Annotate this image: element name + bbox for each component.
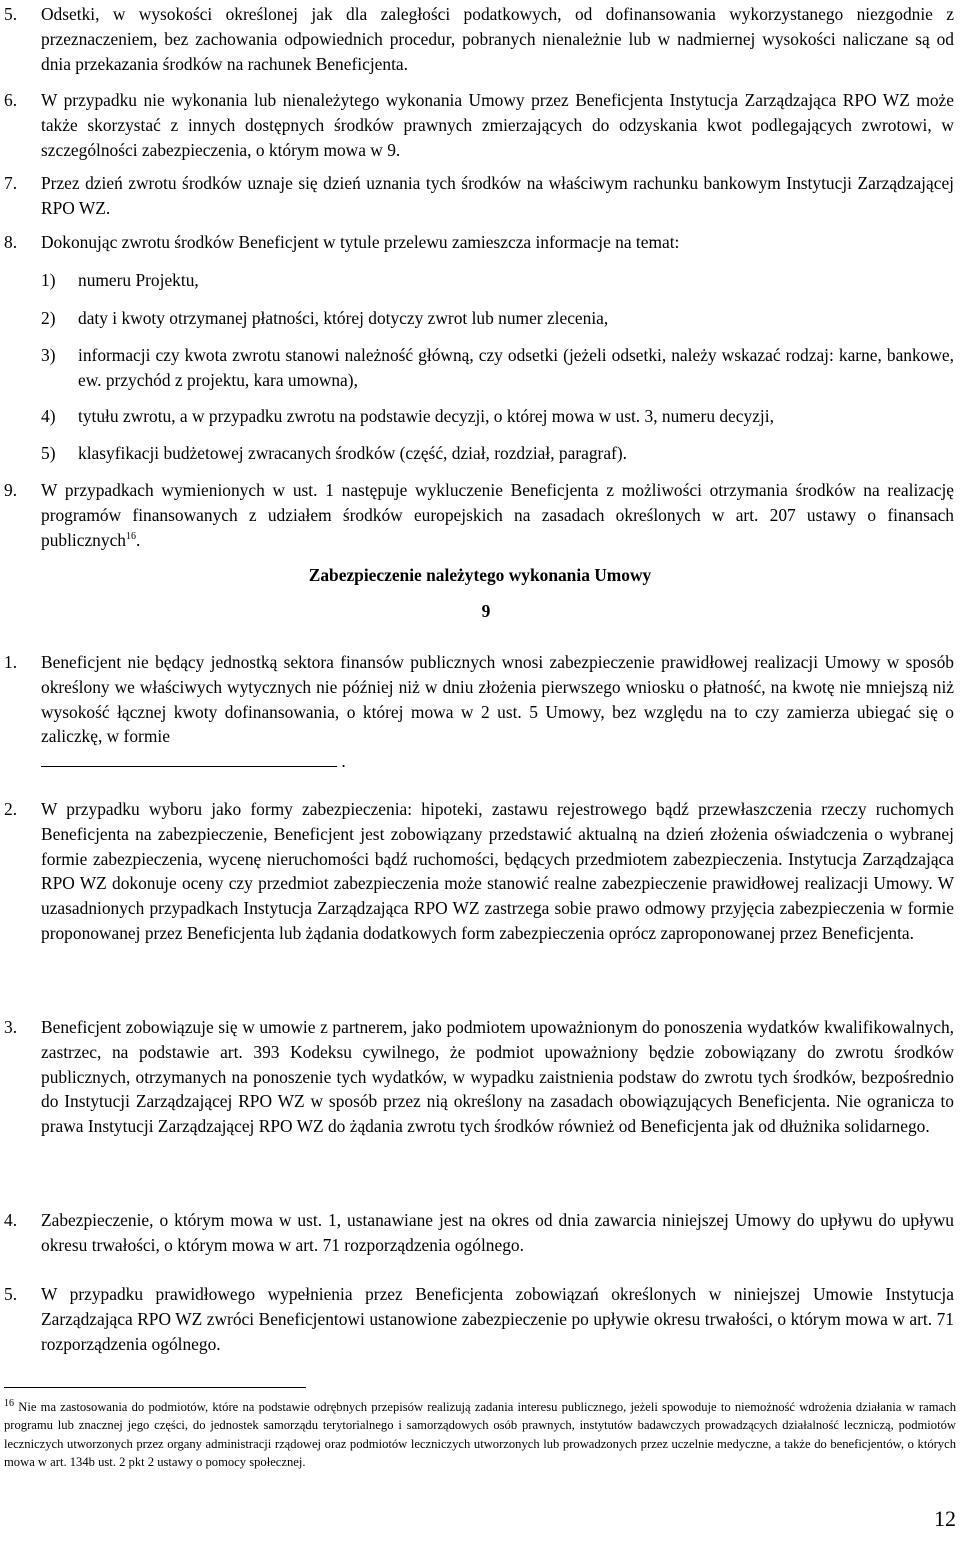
item-text: Przez dzień zwrotu środków uznaje się dzień uznania tych środków na właściwym rachunku bankowym Instytucji Zarządzającej RPO WZ. [41,173,954,218]
item-number: 5. [4,1284,18,1304]
footnote-separator [4,1387,306,1388]
item-text: W przypadku nie wykonania lub nienależytego wykonania Umowy przez Beneficjenta Instytucja Zarządzająca RPO WZ może także skorzystać z innych dostępnych środków prawnych zmierzających do odzyskania kwot podlegających zwrotowi, w szczególności zabezpieczenia, o którym mowa w 9. [41,90,954,160]
paragraph-number: 9 [481,601,491,621]
item-number: 1. [4,652,18,672]
item-number: 5. [4,4,18,24]
item-text [41,650,954,774]
item-text-body: W przypadkach wymienionych w ust. 1 następuje wykluczenie Beneficjenta z możliwości otrzymania środków na realizację programów finansowanych z udziałem środków europejskich na zasadach określonych w art. 207 ustawy o finansach publicznych [41,480,954,550]
blank-fill-line [41,752,337,767]
item-text: Zabezpieczenie, o którym mowa w ust. 1, ustanawiane jest na okres od dnia zawarcia niniejszej Umowy do upływu do upływu okresu trwałości, o którym mowa w art. 71 rozporządzenia ogólnego. [41,1210,954,1255]
sub-item-4 [41,404,954,429]
list-item-6 [4,88,954,162]
page-number: 12 [934,1506,956,1531]
sub-item-text: daty i kwoty otrzymanej płatności, której dotyczy zwrot lub numer zlecenia, [78,308,609,328]
item-number: 6. [4,90,18,110]
item-number: 9. [4,480,18,500]
section-item-1 [4,650,954,774]
item-text: W przypadku wyboru jako formy zabezpieczenia: hipoteki, zastawu rejestrowego bądź przewłaszczenia rzeczy ruchomych Beneficjenta na zabezpieczenie, Beneficjent jest zobowiązany przedstawić aktualną na dzień złożenia oświadczenia o wybranej formie zabezpieczenia, wycenę nieruchomości bądź ruchomości, będących przedmiotem zabezpieczenia. Instytucja Zarządzająca RPO WZ dokonuje oceny czy przedmiot zabezpieczenia może stanowić realne zabezpieczenie prawidłowej realizacji Umowy. W uzasadnionych przypadkach Instytucja Zarządzająca RPO WZ zastrzega sobie prawo odmowy przyjęcia zabezpieczenia w formie proponowanej przez Beneficjenta lub żądania dodatkowych form zabezpieczenia oprócz zaproponowanej przez Beneficjenta. [41,799,954,943]
sub-item-5 [41,441,954,466]
item-text: Odsetki, w wysokości określonej jak dla zaległości podatkowych, od dofinansowania wykorzystanego niezgodnie z przeznaczeniem, bez zachowania odpowiednich procedur, pobranych nienależnie lub w nadmiernej wysokości naliczane są od dnia przekazania środków na rachunek Beneficjenta. [41,4,954,74]
sub-item-text: informacji czy kwota zwrotu stanowi należność główną, czy odsetki (jeżeli odsetki, należy wskazać rodzaj: karne, bankowe, ew. przychód z projektu, kara umowna), [78,345,954,390]
footnote-number: 16 [4,1397,14,1409]
item-number: 3. [4,1017,18,1037]
sub-item-text: numeru Projektu, [78,270,199,290]
item-number: 4. [4,1210,18,1230]
footnote-ref: 16 [126,530,136,542]
list-item-8 [4,230,954,255]
section-item-4 [4,1208,954,1258]
sub-item-number: 5) [41,443,56,463]
item-text-body: Beneficjent nie będący jednostką sektora finansów publicznych wnosi zabezpieczenie prawidłowej realizacji Umowy w sposób określony we właściwych wytycznych nie później niż w dniu złożenia pierwszego wniosku o płatność, na kwotę nie mniejszą niż wysokość łącznej kwoty dofinansowania, o której mowa w 2 ust. 5 Umowy, bez względu na to czy zamierza ubiegać się o zaliczkę, w formie [41,652,954,747]
footnote-text: Nie ma zastosowania do podmiotów, które na podstawie odrębnych przepisów realizują zadania interesu publicznego, jeżeli spowoduje to niemożność wdrożenia działania w ramach programu lub znacznej jego części, do jednostek samorządu terytorialnego i samorządowych osób prawnych, instytutów badawczych prowadzących działalność leczniczą, podmiotów leczniczych utworzonych przez organy administracji rządowej oraz podmiotów leczniczych utworzonych lub prowadzonych przez uczelnie medyczne, a także do beneficjentów, o których mowa w art. 134b ust. 2 pkt 2 ustawy o pomocy społecznej. [4,1400,956,1470]
sub-item-text: klasyfikacji budżetowej zwracanych środków (część, dział, rozdział, paragraf). [78,443,627,463]
item-text-end: . [136,529,141,550]
list-item-7 [4,171,954,221]
item-text: W przypadku prawidłowego wypełnienia przez Beneficjenta zobowiązań określonych w niniejszej Umowie Instytucja Zarządzająca RPO WZ zwróci Beneficjentowi ustanowione zabezpieczenie po upływie okresu trwałości, o którym mowa w art. 71 rozporządzenia ogólnego. [41,1284,954,1354]
item-number: 8. [4,232,18,252]
sub-item-1 [41,268,954,293]
section-heading: Zabezpieczenie należytego wykonania Umowy [308,565,652,585]
sub-item-number: 1) [41,270,56,290]
item-text: Dokonując zwrotu środków Beneficjent w tytule przelewu zamieszcza informacje na temat: [41,232,680,252]
section-item-3 [4,1015,954,1139]
sub-item-text: tytułu zwrotu, a w przypadku zwrotu na podstawie decyzji, o której mowa w ust. 3, numeru decyzji, [78,406,774,426]
sub-item-2 [41,306,954,331]
item-text-end: . [341,751,346,772]
item-text: Beneficjent zobowiązuje się w umowie z partnerem, jako podmiotem upoważnionym do ponoszenia wydatków kwalifikowalnych, zastrzec, na podstawie art. 393 Kodeksu cywilnego, że podmiot upoważniony będzie zobowiązany do zwrotu środków publicznych, otrzymanych na ponoszenie tych wydatków, w wypadku zaistnienia podstaw do zwrotu tych środków, bezpośrednio do Instytucji Zarządzającej RPO WZ w sposób przez nią określony na zasadach obowiązujących Beneficjenta. Nie ogranicza to prawa Instytucji Zarządzającej RPO WZ do żądania zwrotu tych środków również od Beneficjenta jak od dłużnika solidarnego. [41,1017,954,1137]
item-text [41,478,954,552]
section-item-2 [4,797,954,946]
sub-item-3 [41,343,954,393]
item-number: 2. [4,799,18,819]
list-item-9 [4,478,954,552]
sub-item-number: 4) [41,406,56,426]
item-number: 7. [4,173,18,193]
section-item-5 [4,1282,954,1356]
footnote [4,1398,956,1472]
list-item-5 [4,2,954,76]
sub-item-number: 2) [41,308,56,328]
sub-item-number: 3) [41,345,56,365]
